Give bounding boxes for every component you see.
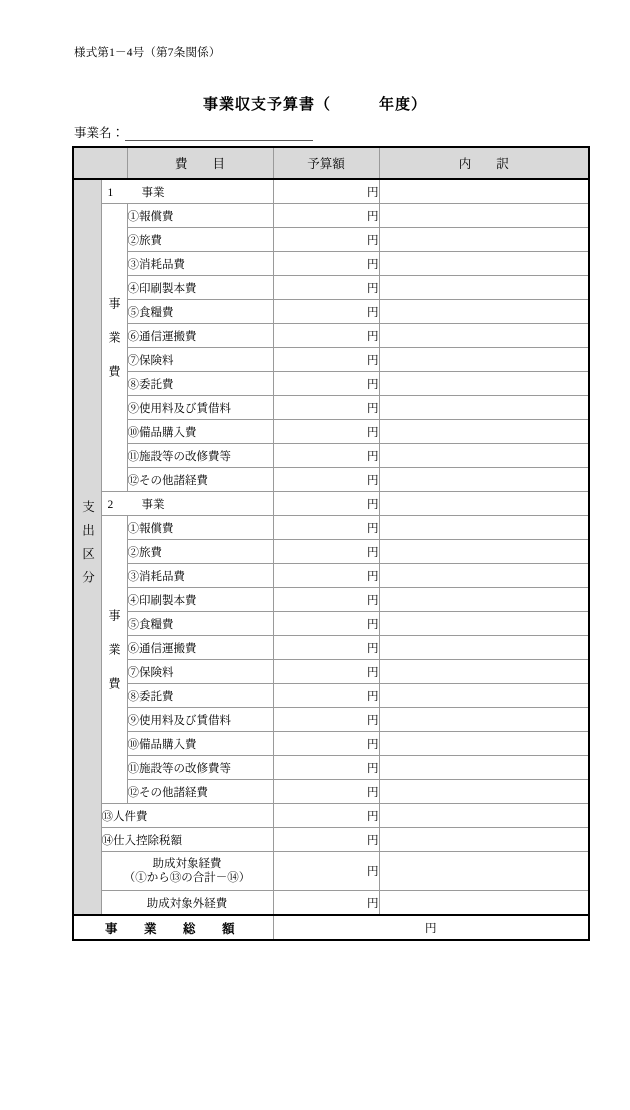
group-label-vertical: 事業費 [101,516,127,804]
section-2-breakdown[interactable] [379,492,589,516]
table-row [73,348,589,372]
division-label-vertical: 支出区分 [73,179,101,915]
expense-item-label: ④印刷製本費 [127,276,273,300]
section-header-row [73,492,589,516]
project-name-field [74,123,313,141]
table-row [73,828,589,852]
summary-item-label: ⑭仕入控除税額 [101,828,273,852]
summary-item-amount[interactable]: 円 [273,804,379,828]
expense-item-label: ⑪施設等の改修費等 [127,444,273,468]
expense-item-label: ①報償費 [127,516,273,540]
section-1-amount[interactable]: 円 [273,179,379,204]
table-row [73,564,589,588]
section-1-title: 1 事業 [101,179,273,204]
expense-item-label: ③消耗品費 [127,252,273,276]
expense-item-breakdown[interactable] [379,540,589,564]
expense-item-breakdown[interactable] [379,588,589,612]
summary-item-breakdown[interactable] [379,828,589,852]
summary-item-amount[interactable]: 円 [273,828,379,852]
table-row [73,204,589,228]
subsidy-target-row [73,852,589,891]
expense-item-label: ②旅費 [127,228,273,252]
section-2-amount[interactable]: 円 [273,492,379,516]
expense-item-label: ⑫その他諸経費 [127,780,273,804]
table-row [73,468,589,492]
budget-table-body [73,147,589,940]
expense-item-label: ⑦保険料 [127,660,273,684]
expense-item-breakdown[interactable] [379,756,589,780]
expense-item-breakdown[interactable] [379,252,589,276]
section-1-breakdown[interactable] [379,179,589,204]
table-row [73,300,589,324]
subsidy-target-breakdown[interactable] [379,852,589,891]
expense-item-breakdown[interactable] [379,468,589,492]
expense-item-amount[interactable]: 円 [273,516,379,540]
expense-item-breakdown[interactable] [379,516,589,540]
expense-item-label: ⑤食糧費 [127,300,273,324]
expense-item-amount[interactable]: 円 [273,540,379,564]
expense-item-breakdown[interactable] [379,684,589,708]
expense-item-amount[interactable]: 円 [273,636,379,660]
table-row [73,588,589,612]
expense-item-amount[interactable]: 円 [273,252,379,276]
expense-item-amount[interactable]: 円 [273,228,379,252]
grand-total-amount[interactable]: 円 [273,915,589,940]
expense-item-label: ④印刷製本費 [127,588,273,612]
expense-item-label: ①報償費 [127,204,273,228]
expense-item-breakdown[interactable] [379,444,589,468]
expense-item-breakdown[interactable] [379,228,589,252]
table-row [73,612,589,636]
expense-item-amount[interactable]: 円 [273,372,379,396]
table-row [73,444,589,468]
expense-item-label: ⑪施設等の改修費等 [127,756,273,780]
subsidy-target-amount[interactable]: 円 [273,852,379,891]
expense-item-breakdown[interactable] [379,636,589,660]
expense-item-label: ⑥通信運搬費 [127,636,273,660]
expense-item-amount[interactable]: 円 [273,588,379,612]
table-row [73,372,589,396]
table-header-row [73,147,589,179]
column-header-amount: 予算額 [273,147,379,179]
expense-item-amount[interactable]: 円 [273,732,379,756]
expense-item-label: ③消耗品費 [127,564,273,588]
section-header-row [73,179,589,204]
expense-item-label: ⑧委託費 [127,372,273,396]
expense-item-amount[interactable]: 円 [273,324,379,348]
expense-item-amount[interactable]: 円 [273,756,379,780]
page-title: 事業収支予算書（ 年度） [202,97,427,113]
form-number: 様式第1－4号（第7条関係） [74,47,221,59]
table-row [73,324,589,348]
expense-item-breakdown[interactable] [379,204,589,228]
expense-item-amount[interactable]: 円 [273,276,379,300]
table-row [73,732,589,756]
summary-item-breakdown[interactable] [379,804,589,828]
expense-item-breakdown[interactable] [379,732,589,756]
expense-item-amount[interactable]: 円 [273,204,379,228]
table-row [73,636,589,660]
expense-item-amount[interactable]: 円 [273,444,379,468]
expense-item-label: ⑩備品購入費 [127,420,273,444]
expense-item-breakdown[interactable] [379,612,589,636]
table-row [73,252,589,276]
expense-item-amount[interactable]: 円 [273,660,379,684]
summary-item-label: ⑬人件費 [101,804,273,828]
expense-item-label: ⑨使用料及び賃借料 [127,708,273,732]
column-header-item: 費 目 [127,147,273,179]
project-name-label: 事業名： [74,126,125,140]
table-row [73,780,589,804]
grand-total-row [73,915,589,940]
table-row [73,516,589,540]
expense-item-breakdown[interactable] [379,780,589,804]
expense-item-breakdown[interactable] [379,372,589,396]
table-row [73,228,589,252]
subsidy-target-label [101,852,273,891]
expense-item-label: ⑥通信運搬費 [127,324,273,348]
non-subsidy-label: 助成対象外経費 [101,891,273,916]
expense-item-label: ⑧委託費 [127,684,273,708]
subsidy-target-label-line2: （①から⑬の合計－⑭） [123,872,251,884]
table-row [73,396,589,420]
expense-item-amount[interactable]: 円 [273,348,379,372]
table-row [73,684,589,708]
budget-table [72,146,590,941]
expense-item-label: ⑫その他諸経費 [127,468,273,492]
expense-item-amount[interactable]: 円 [273,300,379,324]
column-header-division [73,147,127,179]
expense-item-breakdown[interactable] [379,660,589,684]
expense-item-amount[interactable]: 円 [273,612,379,636]
expense-item-amount[interactable]: 円 [273,396,379,420]
table-row [73,708,589,732]
expense-item-breakdown[interactable] [379,300,589,324]
table-row [73,540,589,564]
expense-item-breakdown[interactable] [379,396,589,420]
expense-item-breakdown[interactable] [379,564,589,588]
expense-item-amount[interactable]: 円 [273,708,379,732]
expense-item-amount[interactable]: 円 [273,564,379,588]
expense-item-label: ⑩備品購入費 [127,732,273,756]
expense-item-breakdown[interactable] [379,348,589,372]
table-row [73,420,589,444]
expense-item-breakdown[interactable] [379,420,589,444]
expense-item-amount[interactable]: 円 [273,684,379,708]
column-header-breakdown: 内 訳 [379,147,589,179]
table-row [73,276,589,300]
group-label-vertical: 事業費 [101,204,127,492]
table-row [73,804,589,828]
expense-item-label: ⑨使用料及び賃借料 [127,396,273,420]
expense-item-breakdown[interactable] [379,276,589,300]
expense-item-label: ⑤食糧費 [127,612,273,636]
expense-item-amount[interactable]: 円 [273,468,379,492]
table-row [73,756,589,780]
expense-item-breakdown[interactable] [379,324,589,348]
expense-item-amount[interactable]: 円 [273,780,379,804]
expense-item-amount[interactable]: 円 [273,420,379,444]
expense-item-label: ②旅費 [127,540,273,564]
subsidy-target-label-line1: 助成対象経費 [152,857,222,870]
expense-item-label: ⑦保険料 [127,348,273,372]
table-row [73,660,589,684]
non-subsidy-amount[interactable]: 円 [273,891,379,916]
section-2-title: 2 事業 [101,492,273,516]
project-name-input[interactable] [125,126,313,141]
expense-item-breakdown[interactable] [379,708,589,732]
grand-total-label: 事 業 総 額 [73,915,273,940]
